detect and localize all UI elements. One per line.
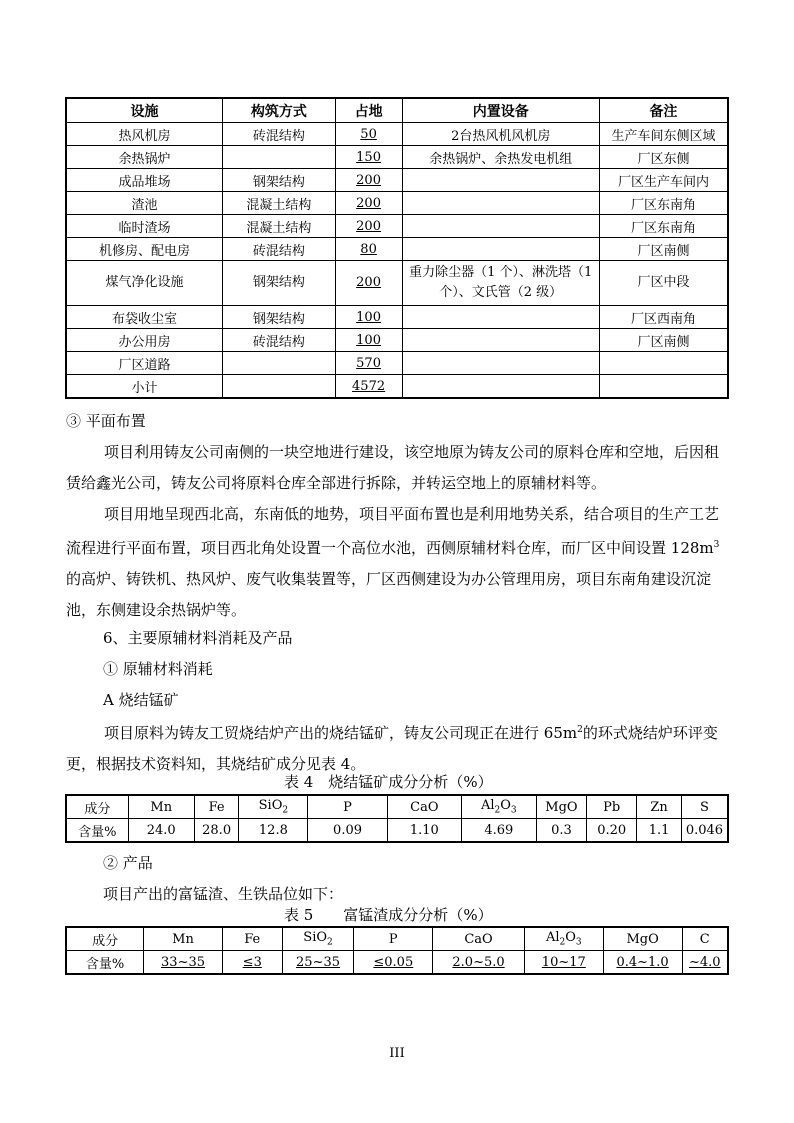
- header-area: 占地: [335, 98, 402, 123]
- cell: 布袋收尘室: [66, 306, 223, 329]
- cell: MgO: [536, 795, 586, 819]
- table-row: [66, 123, 728, 146]
- cell: 厂区生产车间内: [599, 169, 728, 192]
- cell: 钢架结构: [223, 306, 336, 329]
- sio2-label: SiO: [303, 930, 328, 946]
- cell: $Al_2O_3$: [461, 795, 536, 819]
- superscript-3: 3: [713, 540, 720, 550]
- table5: [65, 926, 729, 975]
- cell: 煤气净化设施: [66, 261, 223, 306]
- cell: 含量%: [66, 819, 128, 843]
- cell: 50: [335, 123, 402, 146]
- al2o3-label: Al: [480, 798, 495, 814]
- cell: 厂区东侧: [599, 146, 728, 169]
- cell: C: [682, 927, 728, 951]
- paragraph-materials-part1: 项目原料为铸友工贸烧结炉产出的烧结锰矿，铸友公司现正在进行 65m: [104, 724, 578, 742]
- paragraph-products: 项目产出的富锰渣、生铁品位如下：: [103, 885, 344, 903]
- table-row: [66, 329, 728, 352]
- paragraph-layout: [66, 499, 726, 626]
- cell: 4572: [335, 375, 402, 399]
- cell: 成分: [66, 927, 144, 951]
- cell: 临时渣场: [66, 215, 223, 238]
- cell: 砖混结构: [223, 238, 336, 261]
- section-materials-heading: ① 原辅材料消耗: [103, 660, 213, 678]
- cell: Mn: [144, 927, 223, 951]
- cell: 厂区东南角: [599, 192, 728, 215]
- cell: $Al_2O_3$: [524, 927, 603, 951]
- cell: 150: [335, 146, 402, 169]
- cell: [402, 306, 599, 329]
- header-equipment: 内置设备: [402, 98, 599, 123]
- cell: MgO: [603, 927, 682, 951]
- cell: 80: [335, 238, 402, 261]
- cell: 200: [335, 169, 402, 192]
- cell: [402, 192, 599, 215]
- cell: 570: [335, 352, 402, 375]
- cell: [599, 375, 728, 399]
- sio2-label: SiO: [258, 798, 283, 814]
- cell: 钢架结构: [223, 261, 336, 306]
- cell: [599, 352, 728, 375]
- cell: 33~35: [144, 951, 223, 975]
- cell: 200: [335, 192, 402, 215]
- superscript-2: 2: [577, 725, 583, 735]
- cell: SiO$_2$: [282, 927, 354, 951]
- cell: [402, 329, 599, 352]
- header-remarks: 备注: [599, 98, 728, 123]
- table5-caption: 表 5 富锰渣成分分析（%）: [284, 906, 493, 924]
- cell: Fe: [222, 927, 282, 951]
- table-row: [66, 215, 728, 238]
- cell: 厂区中段: [599, 261, 728, 306]
- cell: 厂区东南角: [599, 215, 728, 238]
- cell: CaO: [433, 927, 525, 951]
- cell: 厂区南侧: [599, 329, 728, 352]
- cell: Zn: [637, 795, 682, 819]
- section-products-heading: ② 产品: [103, 854, 153, 872]
- cell: 0.046: [681, 819, 728, 843]
- cell: ≤0.05: [354, 951, 433, 975]
- paragraph-layout-part1: 项目用地呈现西北高，东南低的地势，项目平面布置也是利用地势关系，结合项目的生产工艺流程进行平面布置，项目西北角处设置一个高位水池，西侧原辅材料仓库，而厂区中间设置 128m: [66, 505, 720, 557]
- cell: Mn: [128, 795, 194, 819]
- cell: Fe: [194, 795, 239, 819]
- cell: 12.8: [239, 819, 308, 843]
- cell: 100: [335, 329, 402, 352]
- table-row: [66, 238, 728, 261]
- cell: 成品堆场: [66, 169, 223, 192]
- table-row: [66, 795, 728, 819]
- cell: 混凝土结构: [223, 192, 336, 215]
- table-row: [66, 375, 728, 399]
- cell: 25~35: [282, 951, 354, 975]
- header-facility: 设施: [66, 98, 223, 123]
- cell: 含量%: [66, 951, 144, 975]
- cell: 余热锅炉: [66, 146, 223, 169]
- table-header-row: [66, 98, 728, 123]
- cell: 混凝土结构: [223, 215, 336, 238]
- table-row: [66, 306, 728, 329]
- cell: P: [308, 795, 387, 819]
- cell: 砖混结构: [223, 123, 336, 146]
- cell: 28.0: [194, 819, 239, 843]
- paragraph-materials: [66, 715, 726, 780]
- cell: 200: [335, 215, 402, 238]
- cell: ≤3: [222, 951, 282, 975]
- cell: 200: [335, 261, 402, 306]
- paragraph-layout-part2: 的高炉、铸铁机、热风炉、废气收集装置等，厂区西侧建设为办公管理用房，项目东南角建设沉淀池，东侧建设余热锅炉等。: [66, 570, 712, 619]
- paragraph-materials-part2: 的环式烧结炉环评变更，根据技术资料知，其烧结矿成分见表 4。: [66, 724, 718, 773]
- cell: [223, 146, 336, 169]
- cell: CaO: [387, 795, 461, 819]
- cell: 钢架结构: [223, 169, 336, 192]
- cell: 10~17: [524, 951, 603, 975]
- table-row: [66, 169, 728, 192]
- cell: 0.09: [308, 819, 387, 843]
- cell: 生产车间东侧区域: [599, 123, 728, 146]
- cell: 24.0: [128, 819, 194, 843]
- cell: 0.3: [536, 819, 586, 843]
- cell: 1.10: [387, 819, 461, 843]
- al2o3-label: Al: [545, 930, 560, 946]
- cell: 1.1: [637, 819, 682, 843]
- section-layout-heading: ③ 平面布置: [66, 412, 146, 430]
- table-row: [66, 352, 728, 375]
- header-construction: 构筑方式: [223, 98, 336, 123]
- page-number: III: [389, 1046, 405, 1061]
- section-6-heading: 6、主要原辅材料消耗及产品: [103, 629, 293, 647]
- cell: 厂区南侧: [599, 238, 728, 261]
- table-row: [66, 146, 728, 169]
- table-row: [66, 927, 728, 951]
- cell: 小计: [66, 375, 223, 399]
- cell: 余热锅炉、余热发电机组: [402, 146, 599, 169]
- table-row: [66, 819, 728, 843]
- cell: [223, 352, 336, 375]
- cell: P: [354, 927, 433, 951]
- cell: 4.69: [461, 819, 536, 843]
- cell: 重力除尘器（1 个）、淋洗塔（1 个）、文氏管（2 级）: [402, 261, 599, 306]
- cell: ~4.0: [682, 951, 728, 975]
- table-row: [66, 261, 728, 306]
- cell: [223, 375, 336, 399]
- cell: [402, 215, 599, 238]
- table-row: [66, 192, 728, 215]
- cell: 0.4~1.0: [603, 951, 682, 975]
- cell: [402, 352, 599, 375]
- cell: SiO$_2$: [239, 795, 308, 819]
- cell: 砖混结构: [223, 329, 336, 352]
- cell: 100: [335, 306, 402, 329]
- cell: 办公用房: [66, 329, 223, 352]
- cell: 厂区道路: [66, 352, 223, 375]
- cell: 热风机房: [66, 123, 223, 146]
- cell: 2台热风机风机房: [402, 123, 599, 146]
- cell: 厂区西南角: [599, 306, 728, 329]
- cell: [402, 375, 599, 399]
- facility-table: [65, 97, 729, 399]
- table-row: [66, 951, 728, 975]
- cell: Pb: [587, 795, 637, 819]
- table4-caption: 表 4 烧结锰矿成分分析（%）: [284, 773, 493, 791]
- cell: 成分: [66, 795, 128, 819]
- cell: [402, 169, 599, 192]
- cell: S: [681, 795, 728, 819]
- section-a-heading: A 烧结锰矿: [103, 691, 179, 709]
- table4: [65, 794, 729, 843]
- cell: 机修房、配电房: [66, 238, 223, 261]
- cell: [402, 238, 599, 261]
- cell: 0.20: [587, 819, 637, 843]
- cell: 2.0~5.0: [433, 951, 525, 975]
- cell: 渣池: [66, 192, 223, 215]
- paragraph-site: 项目利用铸友公司南侧的一块空地进行建设，该空地原为铸友公司的原料仓库和空地，后因租赁给鑫光公司，铸友公司将原料仓库全部进行拆除，并转运空地上的原辅材料等。: [66, 443, 720, 492]
